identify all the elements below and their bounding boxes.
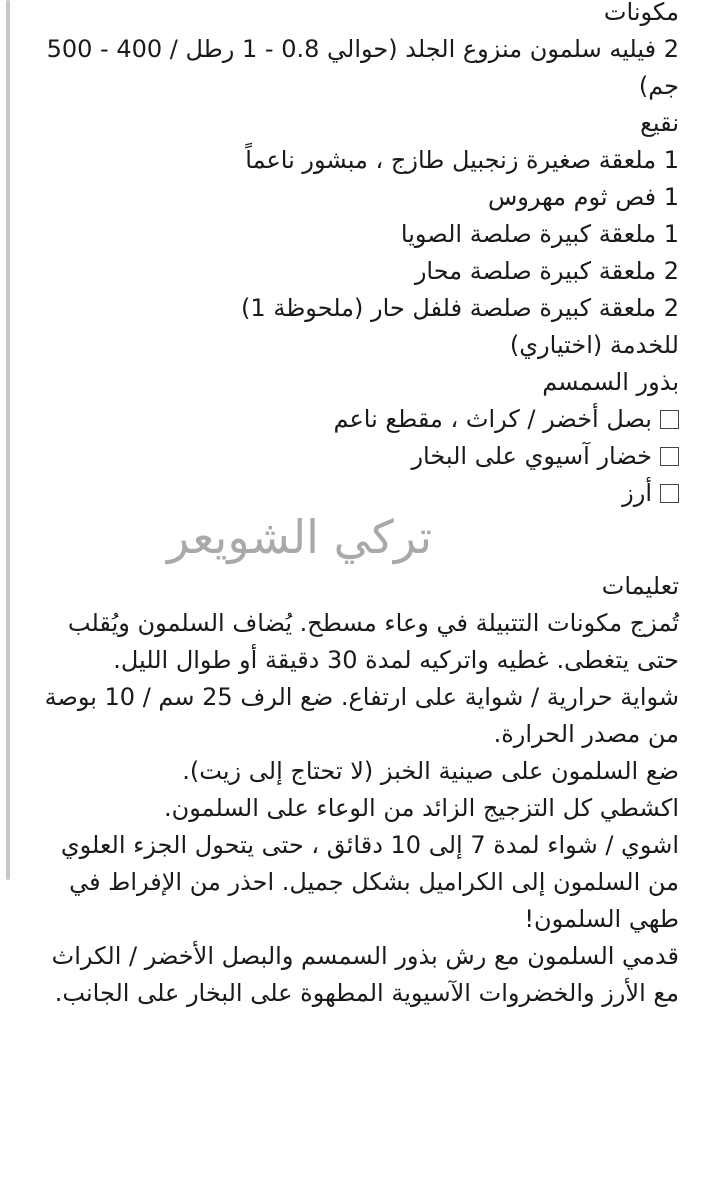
marinade-heading: نقيع (640, 109, 679, 137)
recipe-text (40, 0, 679, 1012)
ingredient-item: 2 ملعقة كبيرة صلصة فلفل حار (ملحوظة 1) (241, 294, 679, 322)
optional-item-label: خضار آسيوي على البخار (411, 442, 652, 470)
checkbox[interactable] (660, 410, 679, 429)
instruction-step: اشوي / شواء لمدة 7 إلى 10 دقائق ، حتى يتحول الجزء العلوي من السلمون إلى الكراميل بشكل جميل. احذر من الإفراط في طهي السلمون! (60, 831, 679, 933)
instruction-step: تُمزج مكونات التتبيلة في وعاء مسطح. يُضاف السلمون ويُقلب حتى يتغطى. غطيه واتركيه لمدة 30 دقيقة أو طوال الليل. (67, 609, 679, 674)
watermark: تركي الشويعر (166, 510, 433, 564)
ingredient-salmon: 2 فيليه سلمون منزوع الجلد (حوالي 0.8 - 1 رطل / 400 - 500 جم) (46, 35, 679, 100)
optional-item-label: بصل أخضر / كراث ، مقطع ناعم (333, 405, 652, 433)
instruction-step: ضع السلمون على صينية الخبز (لا تحتاج إلى زيت). (182, 757, 679, 785)
instruction-step: اكشطي كل التزجيج الزائد من الوعاء على السلمون. (164, 794, 679, 822)
ingredient-item: 1 فص ثوم مهروس (487, 183, 679, 211)
instruction-step: قدمي السلمون مع رش بذور السمسم والبصل الأخضر / الكراث مع الأرز والخضروات الآسيوية المطهوة على البخار على الجانب. (51, 942, 679, 1007)
serving-heading: للخدمة (اختياري) (509, 331, 679, 359)
ingredient-item: 1 ملعقة كبيرة صلصة الصويا (400, 220, 679, 248)
checkbox[interactable] (660, 447, 679, 466)
instructions-heading: تعليمات (601, 572, 679, 600)
instruction-step: شواية حرارية / شواية على ارتفاع. ضع الرف 25 سم / 10 بوصة من مصدر الحرارة. (44, 683, 679, 748)
ingredient-sesame: بذور السمسم (542, 368, 679, 396)
scrollbar[interactable] (6, 0, 10, 880)
optional-item-label: أرز (622, 479, 652, 507)
ingredient-item: 2 ملعقة كبيرة صلصة محار (414, 257, 679, 285)
optional-item (40, 401, 679, 438)
ingredient-item: 1 ملعقة صغيرة زنجبيل طازج ، مبشور ناعماً (245, 146, 679, 174)
checkbox[interactable] (660, 484, 679, 503)
optional-item (40, 475, 679, 512)
optional-item (40, 438, 679, 475)
ingredients-heading: مكونات (603, 0, 679, 26)
